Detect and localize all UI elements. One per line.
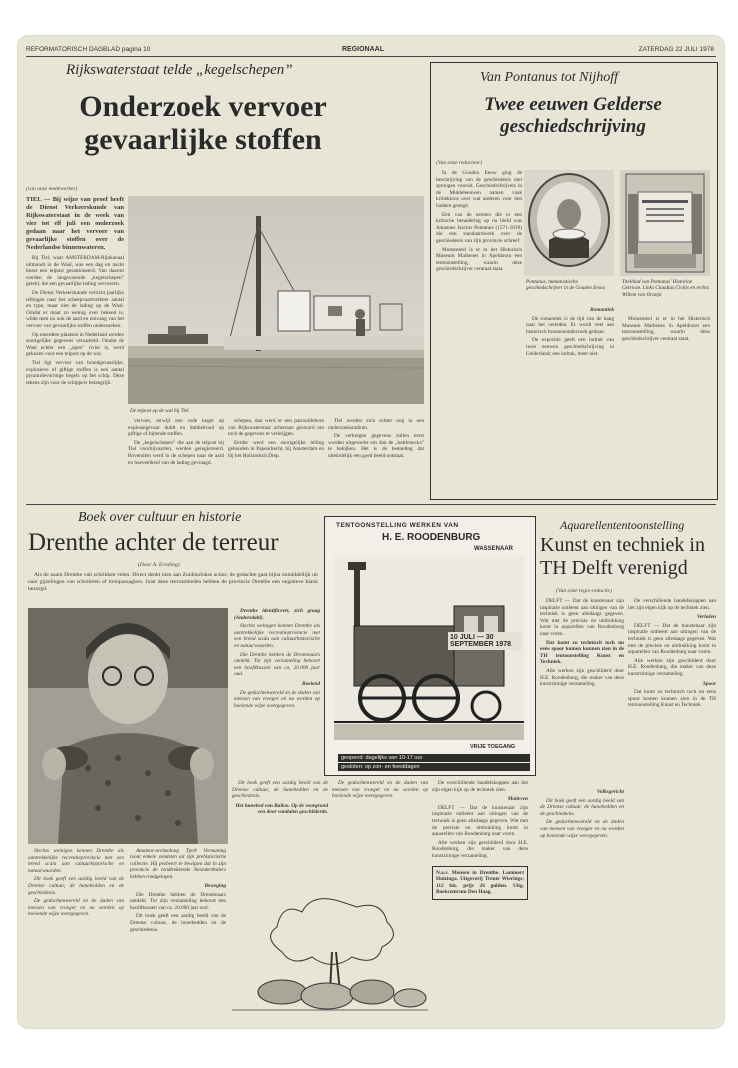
article3-subhead-beweging: Beweging xyxy=(204,883,226,890)
article1-headline-line2: gevaarlijke stoffen xyxy=(84,123,322,156)
article4-paragraph: Alle werken zijn geschilderd door H.E. Roodenburg, die maker van deze kunstzinnige verzameling. xyxy=(628,657,716,677)
article1-paragraph: Tiel werden zich echter nog in een onderzoekstadium. xyxy=(328,418,424,431)
article3-paragraph: Dit boek geeft een aardig beeld van de Drentse cultuur, de hunebedden en de geschiedenis. xyxy=(28,876,124,896)
newspaper-page xyxy=(18,36,724,1028)
article1-paragraph: Op meerdere plaatsen in Nederland werden soortgelijke gegevens verzameld. Omdat de Waal echter een „open” rivier is, werd gekozen voor een telpost op de wal. xyxy=(26,331,124,358)
article3-photo-caption: Amateur-archeoloog Tjerk Vermaning toont enkele vondsten uit zijn prehistorische collectie. Hij probeert te bewijzen dat in zijn provincie de rondtrekkende Neanderthalers hebben rondgelopen. xyxy=(130,848,226,880)
article4-subhead-verleden: Verleden xyxy=(696,614,716,621)
article3-byline: (Door A. Ernsting) xyxy=(138,562,180,568)
header-rule xyxy=(26,56,716,57)
article2-caption-right: Titelblad van Pontanus’ Historiae Gelricae. Links Claudius Civilis en rechts Willem van Oranje. xyxy=(622,279,709,298)
article2-paragraph: De expositie geeft een indruk van twee eeuwen geschiedschrijving in Gelderland; een indruk, meer niet. xyxy=(526,337,614,357)
article2-headline xyxy=(434,94,712,138)
article3-paragraph: De gedachtenwereld en de daden van mensen van vroeger en nu worden op boeiende wijze weergegeven. xyxy=(234,689,320,709)
hunebed-tree-illustration xyxy=(232,892,428,1022)
article1-column2 xyxy=(128,418,224,498)
article2-subhead-romantiek: Romantiek xyxy=(590,307,614,313)
article4-headline-line1: Kunst en techniek in xyxy=(540,534,705,556)
article3-paragraph: De gedachtenwereld en de daden van mensen van vroeger en nu worden op boeiende wijze weergegeven. xyxy=(28,898,124,918)
article2-column1 xyxy=(436,170,522,490)
header-section: REGIONAAL xyxy=(342,46,384,53)
article2-caption-left: Pontanus, humanistische geschiedschrijver in de Gouden Eeuw. xyxy=(526,279,606,292)
archeologist-portrait xyxy=(28,608,228,844)
article1-paragraph: Eerder werd een soortgelijke telling gehouden in Papendrecht, bij Amsterdam en bij het Hollandsch Diep. xyxy=(228,439,324,459)
poster-place: WASSENAAR xyxy=(474,546,514,552)
article3-headline: Drenthe achter de terreur xyxy=(28,529,279,556)
article2-paragraph: In de Gouden Eeuw ging de beschrijving van de geschiedenis mei sprongen vooruit. Geschiedschrijvers in de Middeleeuwen namen vaak kritiekloos over wat anderen voor hen hadden gezegd. xyxy=(436,170,522,209)
article2-paragraph: De romantiek is de tijd van de hang naar het verleden. Er wordt veel aan historisch bronnenonderzoek gedaan. xyxy=(526,315,614,335)
article4-subhead-motieven: Motieven xyxy=(507,796,528,803)
article4-column2 xyxy=(628,598,716,1018)
article4-column-notice xyxy=(432,780,528,1016)
article4-column3 xyxy=(540,786,624,1016)
article3-paragraph: Dit boek geeft een aardig beeld van de Drentse cultuur, de hunebedden en de geschiedenis. xyxy=(540,797,624,817)
article3-photo-archeologist xyxy=(28,608,228,844)
article3-column-d xyxy=(332,780,428,892)
article1-column1 xyxy=(26,196,124,496)
poster-dates: 10 JULI — 30 SEPTEMBER 1978 xyxy=(448,632,522,650)
article1-paragraph: Tiel ligt vervoer van brandgevaarlijke, explosieve of giftige stoffen is een aantal pyramidevormige kegels op het schip. Deze tekens zijn voor de schippers belangrijk. xyxy=(26,359,124,386)
article1-headline-line1: Onderzoek vervoer xyxy=(79,90,327,123)
article4-headline xyxy=(540,534,705,580)
article4-kicker: Aquarellententoonstelling xyxy=(560,518,685,532)
article1-kicker: Rijkswaterstaat telde „kegelschepen” xyxy=(66,62,293,78)
pontanus-engraving xyxy=(524,170,614,276)
article4-paragraph: DELFT — Dat de kunstenaar zijn inspiratie ontleent aan uitingen van de techniek is geen alledaags gegeven. Wat met de precisie en uitdrukking komt in aquarellen van Roodenburg naar voren. xyxy=(432,804,528,838)
article1-paragraph: De Dienst Verkeerskunde verricht jaarlijks tellingen naar het scheepvaartverkeer aantal en type, maar niet de lading op de Waal. Omdat er maar zo weinig over bekend is, wilde men nu ook de aard en omvang van het vervoer van gevaarlijke stoffen onderzoeken. xyxy=(26,289,124,329)
article4-paragraph: Alle werken zijn geschilderd door H.E. Roodenburg, die maker van deze kunstzinnige verzameling. xyxy=(432,839,528,859)
article4-byline: (Van onze regio-redactie) xyxy=(556,588,612,594)
article1-caption: De telpost op de wal bij Tiel. xyxy=(130,408,190,414)
poster-hours: geopend: dagelijks van 10-17 uur xyxy=(338,754,530,762)
article1-paragraph: vervoer, terwijl een rode kegel op explosiegevaar duidt en dubbelrood op giftige of bijtende stoffen. xyxy=(128,418,224,438)
book-notice: N.a.v. Mensen in Drenthe. Lammert Huizinga. Uitgeverij Trente Wierings; 112 blz. prijs 26 gulden. Uitg. Boekcentrum Den Haag. xyxy=(436,869,524,896)
article2-paragraph: Momenteel is er in het Historisch Museum Mathenes in Apeldoorn een tentoonstelling, waarin deze geschiedschrijver centraal staat. xyxy=(436,246,522,273)
article1-paragraph: schepen, dan werd er een patrouilleboot van Rijkswaterstaat achteraan gestuurd om toch de gegevens te verkrijgen. xyxy=(228,418,324,438)
article4-paragraph: Alle werken zijn geschilderd door H.E. Roodenburg, die maker van deze kunstzinnige verzameling. xyxy=(540,667,624,688)
article3-column-a xyxy=(28,848,124,1020)
article1-paragraph: De „kegelschepen” die aan de telpost bij Tiel voorbijvaarten, werden geregistreerd. Bovendien werd in de schepen naar de aard en hoeveelheid van de lading gevraagd. xyxy=(128,439,224,466)
article2-headline-line2: geschiedschrijving xyxy=(500,116,646,137)
article4-paragraph: Dat komt zo technisch toch nu eens spoor komen kunnen zien in de TH tentoonstelling Kunst en Techniek. xyxy=(628,689,716,709)
header-date: ZATERDAG 22 JULI 1978 xyxy=(638,46,714,53)
article2-paragraph: Een van de eersten die er een kritische benadering op na hield was Johannes Isacius Pontanus (1571-1639) die een standaardwerk over de geschiedenis van zijn provincie schreef. xyxy=(436,211,522,244)
article3-paragraph: Die Drenthe hebben de Drentenaars ontdekt. Tot zijn verzameling behoort een hoofdkussen van ca. 20.000 jaar oud. xyxy=(130,891,226,911)
article1-lead: TIEL — Bij wijze van proef heeft de Dienst Verkeerskunde van Rijkswaterstaat in de week van vier tot elf juli een onderzoek gedaan naar het vervoer van gevaarlijke stoffen over de Nederlandse binnenwateren. xyxy=(26,196,124,251)
article3-kicker: Boek over cultuur en historie xyxy=(78,510,242,525)
article4-paragraph: DELFT — Dat de kunstenaar zijn inspiratie ontleent aan uitingen van de techniek is geen alledaags gegeven. Wat met de precisie en uitdrukking komt in aquarellen van Roodenburg naar voren. xyxy=(540,598,624,637)
article1-headline xyxy=(58,90,348,156)
article2-portrait-pontanus xyxy=(524,170,614,276)
telpost-illustration xyxy=(128,196,424,404)
article3-intro-text: Als de naam Drenthe valt schrikken velen. Direct denkt men aan Zuidmolukse acties; de gedachte gaat bijna onmiddellijk uit naar gijzelingen van scholieren of treinpassagiers. Juist deze teerzamheden hebben de provincie Drenthe een negatieve klank bezorgd. xyxy=(28,572,318,592)
article3-paragraph: Die Drenthe hebben de Drentenaars ontdekt. Tot zijn verzameling behoort een hoofdkussen van ca. 20.000 jaar oud. xyxy=(234,651,320,678)
article1-byline: (van onze medewerker) xyxy=(26,186,78,192)
article3-paragraph: De gedachtenwereld en de daden van mensen van vroeger en nu worden op boeiende wijze weergegeven. xyxy=(540,819,624,839)
article3-paragraph: De gedachtenwereld en de daden van mensen van vroeger en nu worden op boeiende wijze weergegeven. xyxy=(332,780,428,800)
article2-kicker: Van Pontanus tot Nijhoff xyxy=(480,70,619,85)
article2-titlepage xyxy=(620,170,710,276)
poster-closed: gesloten: op zon- en feestdagen xyxy=(338,763,530,771)
historiae-titlepage xyxy=(620,170,710,276)
article3-paragraph: Slechts weinigen kennen Drenthe als aantrekkelijke recreatieprovincie met een breed scala aan cultuurhistorische en natuurwaarden. xyxy=(28,848,124,874)
article4-paragraph: De verschillende handelskoppen aan liet zijn eigen kijk op de techniek zien. xyxy=(628,598,716,611)
book-notice-box xyxy=(432,866,528,900)
article3-intro xyxy=(28,572,318,606)
article3-subhead-boeiend: Boeiend xyxy=(302,680,320,687)
article1-paragraph: De verkregen gegevens zullen eerst worden uitgewerkt om dan de „bottlenecks” te bekijken. Het is de bedoeling dat uiteindelijk een goed beeld ontstaat. xyxy=(328,433,424,459)
article2-byline: (Van onze redacteur) xyxy=(436,160,482,166)
article1-photo-telpost xyxy=(128,196,424,404)
article4-paragraph: DELFT — Dat de kunstenaar zijn inspiratie ontleent aan uitingen van de techniek is geen alledaags gegeven. Wat met de precisie en uitdrukking komt in aquarellen van Roodenburg naar voren. xyxy=(628,622,716,656)
poster-name: H. E. ROODENBURG xyxy=(382,532,481,543)
hunebed-drawing xyxy=(232,892,428,1022)
article1-column4 xyxy=(328,418,424,498)
article4-paragraph: Dat komt zo technisch toch nu eens spoor komen kunnen zien in de TH tentoonstelling Kunst en Techniek. xyxy=(540,639,624,666)
article4-subhead-spoor: Spoor xyxy=(703,680,716,687)
article3-subhead-volksgericht: Volksgericht xyxy=(596,789,624,795)
mid-rule xyxy=(26,504,716,505)
header-publication: REFORMATORISCH DAGBLAD pagina 10 xyxy=(26,46,151,53)
poster-title: TENTOONSTELLING WERKEN VAN xyxy=(336,522,459,529)
article3-column-c xyxy=(232,780,328,892)
article4-paragraph: De verschillende handelskoppen aan liet zijn eigen kijk op de techniek zien. xyxy=(432,780,528,793)
article1-column3 xyxy=(228,418,324,498)
article4-headline-line2: TH Delft verenigd xyxy=(540,557,688,579)
article2-paragraph: Momenteel is er in het Historisch Museum Mathenes in Apeldoorn een tentoonstelling, waarin deze geschiedschrijver centraal staat. xyxy=(622,316,710,342)
poster-free-entry: VRIJE TOEGANG xyxy=(470,744,516,750)
article4-column1 xyxy=(540,598,624,782)
article3-paragraph: Dit boek geeft een aardig beeld van de Drentse cultuur, de hunebedden en de geschiedenis. xyxy=(130,913,226,933)
article3-column-b xyxy=(130,848,226,1020)
article3-paragraph: Dit boek geeft een aardig beeld van de Drentse cultuur, de hunebedden en de geschiedenis. xyxy=(232,780,328,800)
article1-paragraph: Bij Tiel, waar AMSTERDAM-Rijnkanaal uitmondt in de Waal, was een dag en nacht bezet een telpost gestationeerd. Van daaruit werden de langsvarende „kegelschepen” geteld, die een gevaarlijke lading vervoeren. xyxy=(26,255,124,288)
article2-headline-line1: Twee eeuwen Gelderse xyxy=(484,94,662,115)
article3-subhead-hunebed: Het hunebed van Balloo. Op de voorgrond een door vandalen geschilderde. xyxy=(235,802,328,816)
article2-column2 xyxy=(526,304,614,490)
article3-quote: Drenthe identificeert, zich graag (Andersdabl). xyxy=(234,608,320,621)
article3-paragraph: Slechts weinigen kennen Drenthe als aantrekkelijke recreatieprovincie met een breed scala aan cultuurhistorische en natuurwaarden. xyxy=(234,623,320,649)
article2-column3 xyxy=(622,316,710,490)
